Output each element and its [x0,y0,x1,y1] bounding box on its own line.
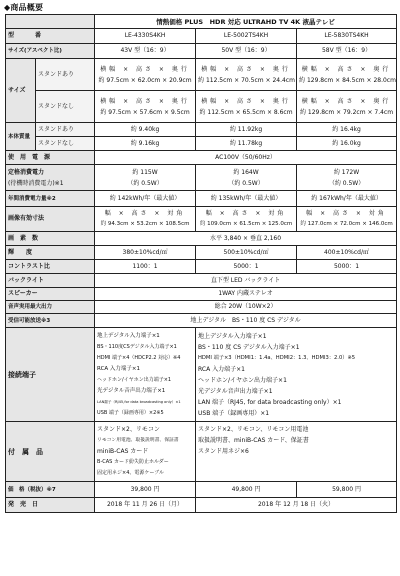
dims-header: 横幅 × 高さ × 奥行 [100,65,190,73]
row-label: サイズ [6,59,36,123]
product-title: 情熱価格 PLUS HDR 対応 ULTRAHD TV 4K 液晶テレビ [95,15,397,29]
size-cell: 50V 型（16：9） [196,44,297,59]
list-item: スタンド×2、リモコン [97,426,160,433]
table-row [6,137,397,151]
list-item: ヘッドホン/イヤホン出力端子×1 [198,376,287,384]
list-item: BS・110 度 CS デジタル入力端子×1 [198,343,300,351]
row-label: 音声実用最大出力 [6,301,95,314]
spec-table [5,14,397,513]
weight-cell: 約 11.92kg [196,123,297,137]
row-label: 発 売 日 [6,498,95,513]
sub-label: スタンドなし [36,91,95,123]
weight-cell: 約 9.16kg [95,137,196,151]
weight-cell: 約 9.40kg [95,123,196,137]
terminals-col1 [95,328,196,422]
row-label: 使 用 電 源 [6,151,95,165]
area-header: 幅 × 高さ × 対角 [306,210,387,217]
list-item: B-CAS カード紛失防止ホルダー [97,459,169,465]
row-label: 接続端子 [6,328,95,422]
list-item: 光デジタル音声出力端子×1 [97,387,166,394]
list-item: 取扱説明書、miniB-CAS カード、保証書 [198,437,309,444]
list-item: HDMI 端子×3（HDMI1：1.4a、HDMI2：1.3、HDMI3：2.0）※5 [198,354,356,361]
annual-power-value: 約 167kWh/年（最大値） [297,191,397,207]
table-row [6,314,397,328]
table-row [6,207,397,232]
list-item: BS・110度CSデジタル入力端子×1 [97,343,177,350]
table-row [6,288,397,301]
row-label: 画 素 数 [6,232,95,246]
area-value: 約 94.3cm × 53.2cm × 108.5cm [100,221,190,227]
row-label: スピーカー [6,288,95,301]
accessories-col1 [95,422,196,482]
row-label: 輝 度 [6,246,95,260]
row-label: サイズ(アスペクト比) [6,44,95,59]
terminals-col23 [196,328,397,422]
row-label: コントラスト比 [6,260,95,274]
dims-header: 横幅 × 高さ × 奥行 [201,65,291,73]
broadcast-value: 地上デジタル BS・110 度 CS デジタル [95,314,397,328]
model-cell: LE-5830TS4KH [297,29,397,44]
row-label: 型 番 [8,32,45,39]
power-value: 約 172W [333,168,360,176]
table-row [6,15,397,29]
contrast-value: 5000：1 [196,260,297,274]
table-row [6,91,397,123]
weight-cell: 約 16.4kg [297,123,397,137]
table-row [6,191,397,207]
area-header: 幅 × 高さ × 対角 [104,210,186,217]
list-item: USB 端子（録画専用）×1 [198,409,270,417]
sub-label: スタンドあり [36,123,95,137]
brightness-value: 400±10%cd/㎡ [297,246,397,260]
table-row [6,328,397,422]
release-value: 2018 年 11 月 26 日（月） [95,498,196,513]
dims-header: 横幅 × 高さ × 奥行 [301,65,392,73]
accessories-col23 [196,422,397,482]
dims-value: 約 97.5cm × 57.6cm × 9.5cm [100,108,190,116]
row-label: 付 属 品 [6,422,95,482]
dims-value: 約 129.8cm × 79.2cm × 7.4cm [299,108,394,116]
table-row [6,165,397,191]
list-item: 光デジタル音声出力端子×1 [198,387,273,395]
table-row [6,260,397,274]
standby-value: （約 0.5W） [228,179,264,187]
annual-power-value: 約 142kWh/年（最大値） [95,191,196,207]
table-row [6,274,397,288]
dims-header: 横幅 × 高さ × 奥行 [100,97,190,105]
list-item: RCA 入力端子×1 [97,365,141,372]
list-item: miniB-CAS カード [97,448,149,455]
table-row [6,44,397,59]
area-value: 約 109.0cm × 61.5cm × 125.0cm [199,221,293,227]
price-value: 39,800 円 [95,482,196,498]
list-item: LAN 端子（RJ45, for data broadcasting only）×1 [198,398,342,406]
row-label: 価 格（税抜）※7 [6,482,95,498]
backlight-value: 直下型 LED バックライト [95,274,397,288]
row-label: 定格消費電力 [8,168,45,176]
speaker-value: 1WAY 内蔵ステレオ [95,288,397,301]
sub-label: スタンドなし [36,137,95,151]
power-value: 約 115W [132,168,158,176]
row-label: 画像有効寸法 [6,207,95,232]
dims-value: 約 112.5cm × 65.5cm × 8.6cm [199,108,293,116]
model-cell: LE-5002TS4KH [196,29,297,44]
release-value: 2018 年 12 月 18 日（火） [196,498,397,513]
dims-value: 約 97.5cm × 62.0cm × 20.9cm [98,76,192,84]
list-item: LAN端子（RJ45,for data broadcasting only）×1 [97,399,181,404]
table-row [6,422,397,482]
row-label: 年間消費電力量※2 [6,191,95,207]
table-row [6,232,397,246]
area-header: 幅 × 高さ × 対角 [205,210,287,217]
pixels-value: 水平 3,840 × 垂直 2,160 [95,232,397,246]
table-row [6,123,397,137]
table-row [6,246,397,260]
table-row [6,29,397,44]
weight-cell: 約 11.78kg [196,137,297,151]
standby-value: （約 0.5W） [127,179,163,187]
section-title: ◆商品概要 [4,3,44,12]
weight-cell: 約 16.0kg [297,137,397,151]
list-item: HDMI 端子×4（HDCP2.2 対応）※4 [97,354,181,361]
list-item: リモコン用電池、取扱説明書、保証書 [97,438,179,443]
list-item: 地上デジタル入力端子×1 [198,332,267,340]
dims-value: 約 129.8cm × 84.5cm × 28.0cm [299,76,396,84]
table-row [6,59,397,91]
list-item: USB 端子（録画専用）×2※5 [97,409,164,416]
power-value: 約 164W [233,168,259,176]
area-value: 約 127.0cm × 72.0cm × 146.0cm [300,221,393,227]
model-cell: LE-4330S4KH [95,29,196,44]
dims-header: 横幅 × 高さ × 奥行 [201,97,291,105]
table-row [6,482,397,498]
list-item: 地上デジタル入力端子×1 [97,332,160,339]
list-item: RCA 入力端子×1 [198,365,245,373]
contrast-value: 1100：1 [95,260,196,274]
header-corner [6,15,95,29]
row-label: 受信可能放送※3 [6,314,95,328]
table-row [6,498,397,513]
sub-label: スタンドあり [36,59,95,91]
size-cell: 43V 型（16：9） [95,44,196,59]
row-label: バックライト [6,274,95,288]
size-cell: 58V 型（16：9） [297,44,397,59]
list-item: スタンド×2、リモコン、リモコン用電池 [198,426,309,433]
table-row [6,151,397,165]
dims-value: 約 112.5cm × 70.5cm × 24.4cm [198,76,295,84]
brightness-value: 380±10%cd/㎡ [95,246,196,260]
audio-output-value: 総合 20W（10W×2） [95,301,397,314]
standby-value: （約 0.5W） [328,179,365,187]
contrast-value: 5000：1 [297,260,397,274]
row-sublabel: (待機時消費電力)※1 [8,179,64,187]
power-source-value: AC100V（50/60Hz） [95,151,397,165]
table-row [6,301,397,314]
price-value: 59,800 円 [297,482,397,498]
price-value: 49,800 円 [196,482,297,498]
brightness-value: 500±10%cd/㎡ [196,246,297,260]
list-item: 固定用ネジ×4、電源ケーブル [97,470,164,476]
list-item: スタンド用ネジ×6 [198,448,249,455]
dims-header: 横幅 × 高さ × 奥行 [301,97,392,105]
row-label: 本体質量 [6,123,36,151]
annual-power-value: 約 135kWh/年（最大値） [196,191,297,207]
list-item: ヘッドホン/イヤホン出力端子×1 [97,376,172,383]
